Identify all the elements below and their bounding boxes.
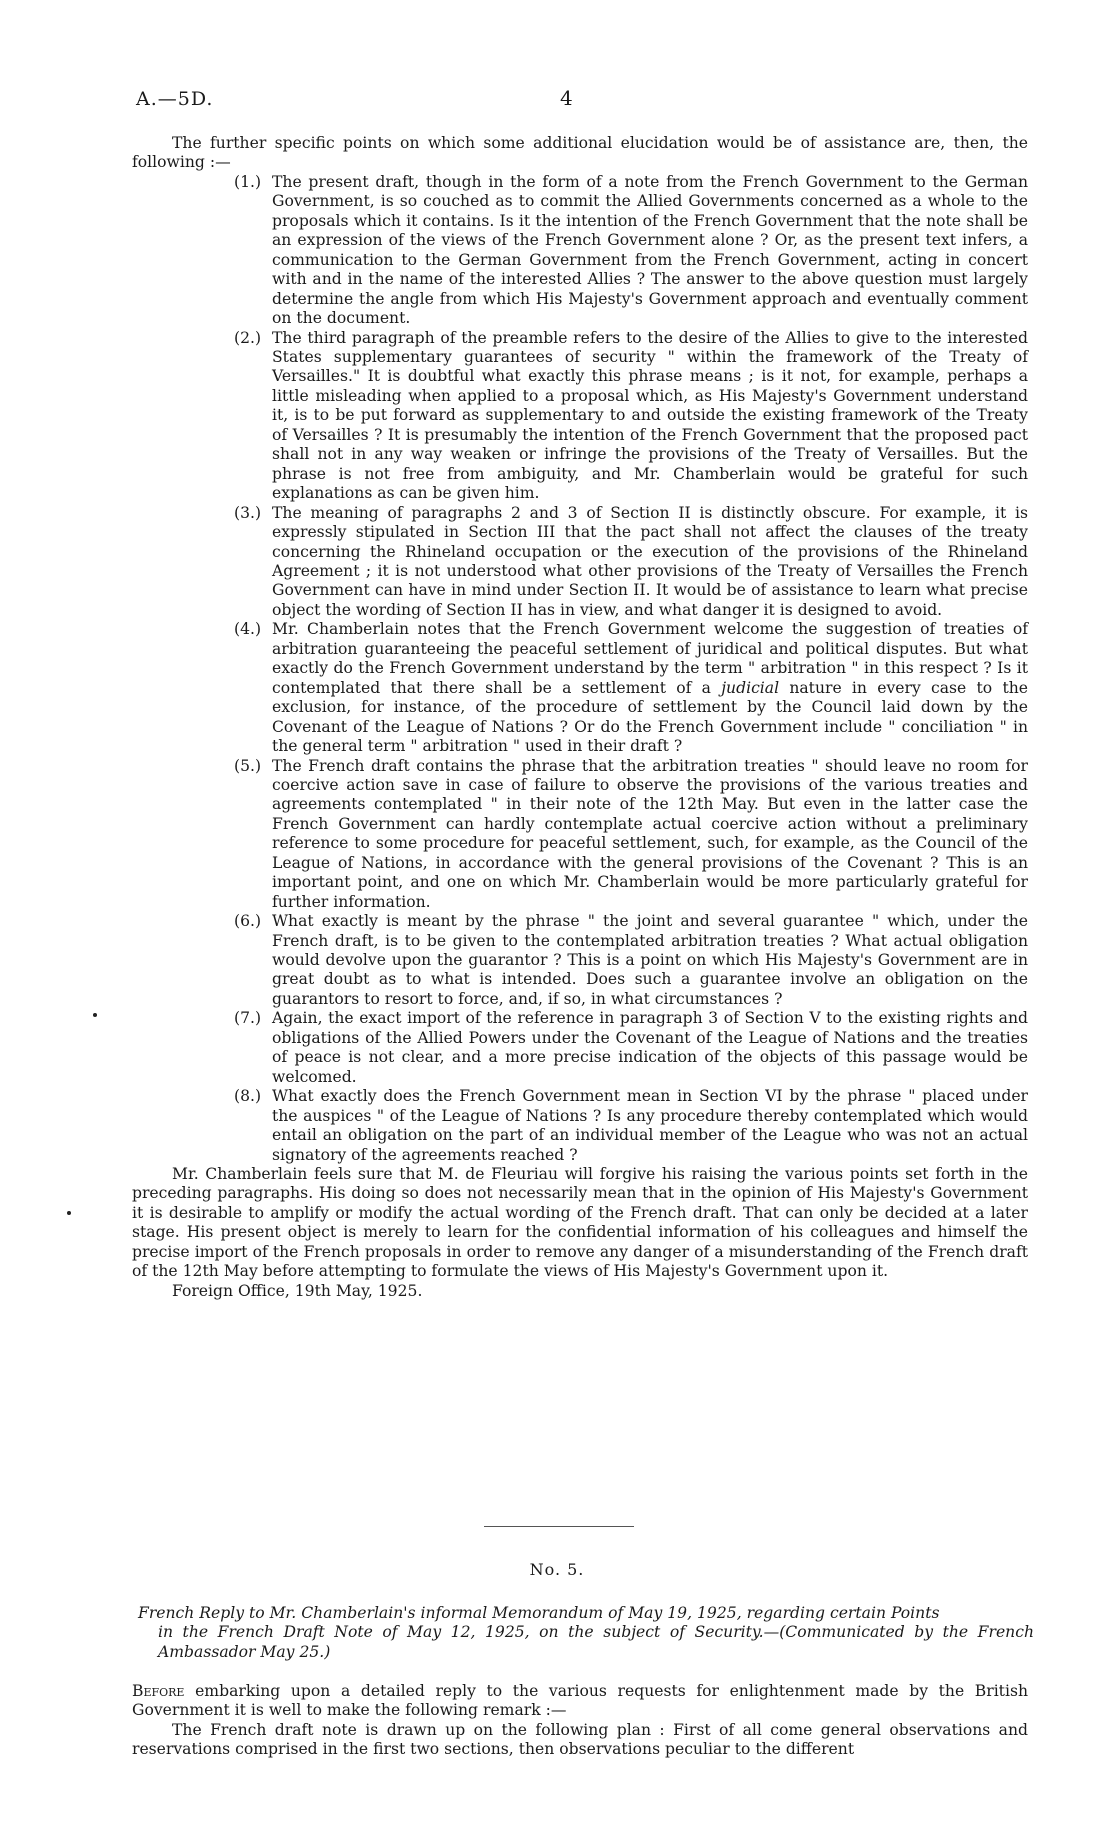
list-item — [234, 503, 1028, 621]
item-number: (1.) — [234, 172, 262, 191]
item-number: (2.) — [234, 328, 262, 347]
reply-lead-word: Before — [132, 1682, 185, 1700]
closing-paragraph: Mr. Chamberlain feels sure that M. de Fleuriau will forgive his raising the various points set forth in the preceding paragraphs. His doing so does not necessarily mean that in the opinion of His Majesty's Government it is desirable to amplify or modify the actual wording of the French draft. That can only be decided at a later stage. His present object is merely to learn for the confidential information of his colleagues and himself the precise import of the French proposals in order to remove any danger of a misunderstanding of the French draft of the 12th May before attempting to formulate the views of His Majesty's Government upon it. — [132, 1165, 1028, 1281]
reply-paragraph-2: The French draft note is drawn up on the following plan : First of all come general observations and reservations comprised in the first two sections, then observations peculiar to the different — [132, 1720, 1028, 1759]
document-reference: A.—5D. — [136, 88, 214, 110]
list-item — [234, 1087, 1028, 1165]
item-text: The present draft, though in the form of a note from the French Government to the German Government, is so couched as to commit the Allied Governments concerned as a whole to the proposals which it contains. Is it the intention of the French Government that the note shall be an expression of the views of the French Government alone ? Or, as the present text infers, a communication to the German Government from the French Government, acting in concert with and in the name of the interested Allies ? The answer to the above question must largely determine the angle from which His Majesty's Government approach and eventually comment on the document. — [272, 172, 1028, 328]
item-text-part: Mr. Chamberlain notes that the French Government welcome the suggestion of treaties of arbitration guaranteeing the peaceful settlement of juridical and political disputes. But what exactly do the French Government understand by the term " arbitration " in this respect ? Is it contemplated that there shall be a settlement of a — [272, 620, 1028, 697]
signoff-line: Foreign Office, 19th May, 1925. — [172, 1281, 423, 1300]
item-text: What exactly is meant by the phrase " the joint and several guarantee " which, under the French draft, is to be given to the contemplated arbitration treaties ? What actual obligation would devolve upon the guarantor ? This is a point on which His Majesty's Government are in great doubt as to what is intended. Does such a guarantee involve an obligation on the guarantors to resort to force, and, if so, in what circumstances ? — [272, 912, 1028, 1008]
section-heading-line1: French Reply to Mr. Chamberlain's informal Memorandum of May 19, 1925, regarding certain Points — [138, 1604, 940, 1622]
item-text-part: nature in every case to the exclusion, for instance, of the procedure of settlement by the Council laid down by the Covenant of the League of Nations ? Or do the French Government include " conciliation " in the general term " arbitration " used in their draft ? — [272, 678, 1028, 756]
list-item — [234, 620, 1028, 756]
list-item — [234, 1009, 1028, 1087]
memorandum-body — [132, 134, 1028, 1301]
item-number: (6.) — [234, 912, 262, 931]
list-item — [234, 172, 1028, 329]
item-text: The meaning of paragraphs 2 and 3 of Section II is distinctly obscure. For example, it is expressly stipulated in Section III that the pact shall not affect the clauses of the treaty concerning the Rhineland occupation or the execution of the provisions of the Rhineland Agreement ; it is not understood what other provisions of the Treaty of Versailles the French Government can have in mind under Section II. It would be of assistance to learn what precise object the wording of Section II has in view, and what danger it is designed to avoid. — [272, 503, 1028, 619]
item-number: (3.) — [234, 503, 262, 522]
item-text: What exactly does the French Government mean in Section VI by the phrase " placed under the auspices " of the League of Nations ? Is any procedure thereby contemplated which would entail an obligation on the part of an individual member of the League who was not an actual signatory of the agreements reached ? — [272, 1087, 1028, 1164]
intro-paragraph: The further specific points on which some additional elucidation would be of assistance are, then, the following :— — [132, 134, 1028, 172]
item-number: (5.) — [234, 756, 262, 775]
list-item — [234, 328, 1028, 504]
section-heading-rest: in the French Draft Note of May 12, 1925, on the subject of Security.—(Communicated by the French Ambassador May 25.) — [158, 1623, 1034, 1661]
reply-paragraph-1-text: embarking upon a detailed reply to the various requests for enlightenment made by the British Government it is well to make the following remark :— — [132, 1682, 1028, 1720]
list-item — [234, 756, 1028, 913]
item-text: The French draft contains the phrase that the arbitration treaties " should leave no room for coercive action save in case of failure to observe the provisions of the various treaties and agreements contemplated " in their note of the 12th May. But even in the latter case the French Government can hardly contemplate actual coercive action without a preliminary reference to some procedure for peaceful settlement, such, for example, as the Council of the League of Nations, in accordance with the general provisions of the Covenant ? This is an important point, and one on which Mr. Chamberlain would be more particularly grateful for further information. — [272, 756, 1028, 911]
item-text: The third paragraph of the preamble refers to the desire of the Allies to give to the interested States supplementary guarantees of security " within the framework of the Treaty of Versailles." It is doubtful what exactly this phrase means ; is it not, for example, perhaps a little misleading when applied to a proposal which, as His Majesty's Government understand it, is to be put forward as supplementary to and outside the existing framework of the Treaty of Versailles ? It is presumably the intention of the French Government that the proposed pact shall not in any way weaken or infringe the provisions of the Treaty of Versailles. But the phrase is not free from ambiguity, and Mr. Chamberlain would be grateful for such explanations as can be given him. — [272, 328, 1028, 503]
item-number: (4.) — [234, 620, 262, 639]
item-text — [272, 620, 1028, 755]
item-number: (8.) — [234, 1087, 262, 1106]
reply-body — [132, 1682, 1028, 1760]
section-heading — [132, 1604, 1034, 1662]
scan-speck — [93, 1013, 97, 1017]
item-text: Again, the exact import of the reference in paragraph 3 of Section V to the existing rights and obligations of the Allied Powers under the Covenant of the League of Nations and the treaties of peace is not clear, and a more precise indication of the objects of this passage would be welcomed. — [272, 1009, 1028, 1086]
scan-speck — [67, 1211, 71, 1215]
section-number: No. 5. — [529, 1560, 585, 1579]
points-list — [234, 172, 1028, 1165]
section-divider — [484, 1526, 634, 1527]
item-text-emphasis: judicial — [721, 678, 780, 697]
list-item — [234, 912, 1028, 1009]
page-number: 4 — [560, 86, 573, 110]
reply-paragraph-1 — [132, 1682, 1028, 1721]
item-number: (7.) — [234, 1009, 262, 1028]
